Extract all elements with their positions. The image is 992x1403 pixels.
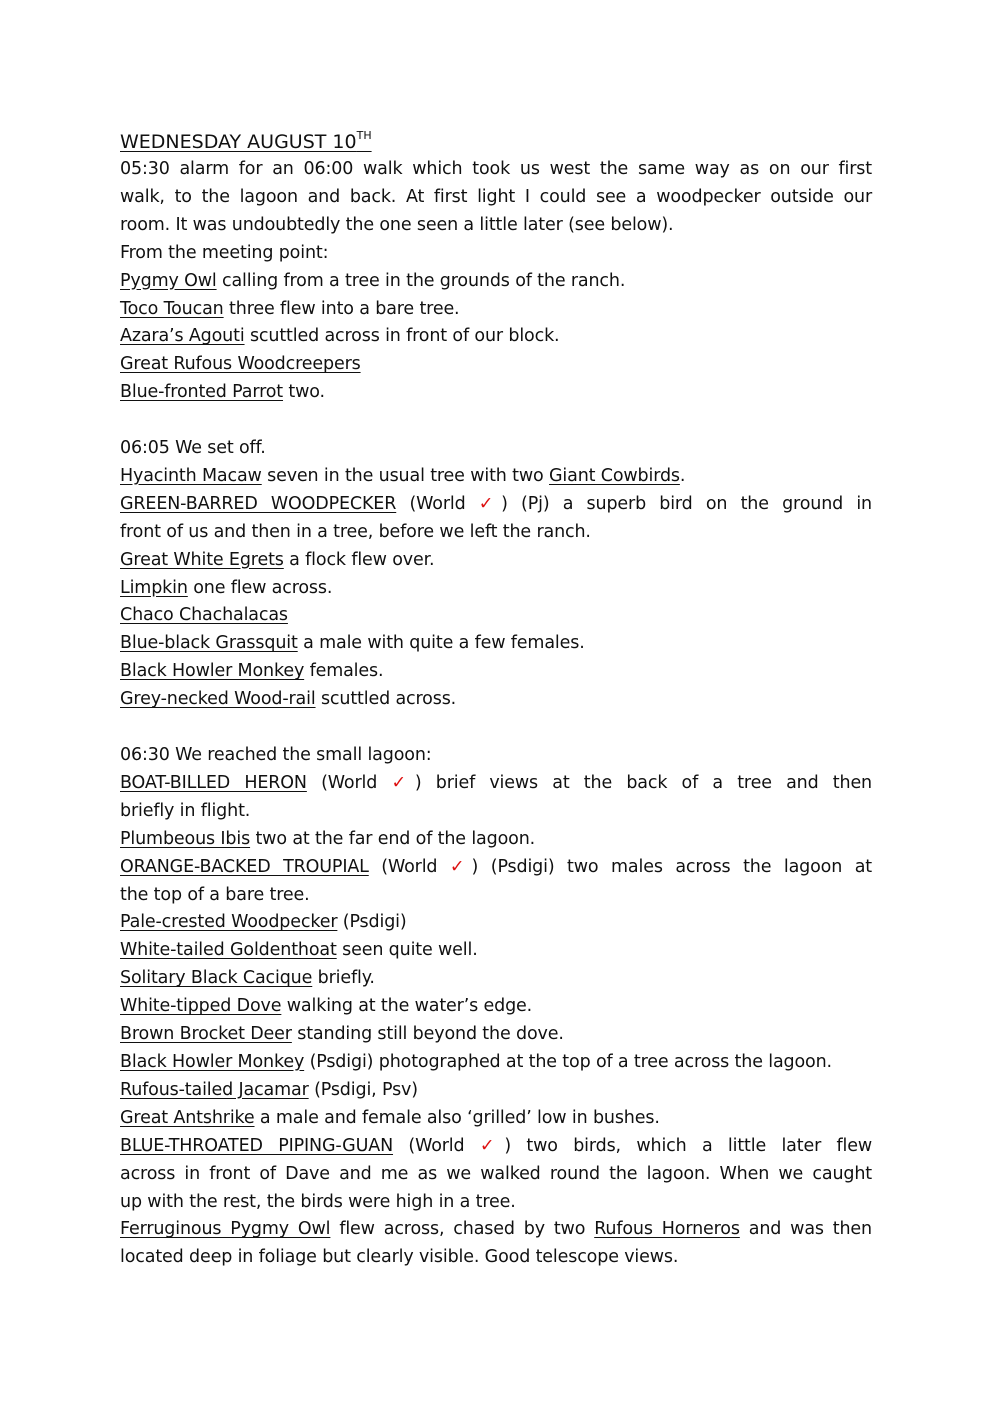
spacer — [120, 407, 872, 435]
sighting-continuation: the top of a bare tree. — [120, 884, 310, 905]
sighting-note: and was then — [739, 1219, 872, 1240]
sighting-note: two. — [283, 382, 325, 403]
sighting-continuation: located deep in foliage but clearly visible. Good telescope views. — [120, 1247, 679, 1268]
species-name: White-tipped Dove — [120, 996, 282, 1017]
sighting-entry — [120, 854, 872, 882]
species-name: GREEN-BARRED WOODPECKER — [120, 493, 397, 514]
sighting-note: one flew across. — [187, 577, 333, 598]
sighting-entry — [120, 909, 872, 937]
species-name: Great Rufous Woodcreepers — [120, 354, 361, 375]
sighting-entry — [120, 323, 872, 351]
species-name: Black Howler Monkey — [120, 1051, 305, 1072]
sighting-entry — [120, 993, 872, 1021]
sighting-entry — [120, 826, 872, 854]
species-name: ORANGE-BACKED TROUPIAL — [120, 856, 369, 877]
sighting-entry — [120, 351, 872, 379]
intro-line: walk, to the lagoon and back. At first light I could see a woodpecker outside our — [120, 186, 872, 207]
species-name: Grey-necked Wood-rail — [120, 689, 316, 710]
sighting-entry — [120, 1049, 872, 1077]
sighting-note: (Psdigi) photographed at the top of a tree across the lagoon. — [304, 1051, 832, 1072]
species-name: Rufous Horneros — [594, 1219, 740, 1240]
document-page — [120, 122, 872, 1272]
sighting-note: walking at the water’s edge. — [281, 996, 533, 1017]
check-mark-icon: ✓ — [391, 772, 415, 793]
sighting-note: (Psdigi) — [337, 912, 407, 933]
sighting-entry — [120, 937, 872, 965]
sighting-entry — [120, 268, 872, 296]
check-mark-icon: ✓ — [478, 493, 502, 514]
sighting-note: a flock flew over. — [283, 549, 435, 570]
species-name: Great White Egrets — [120, 549, 284, 570]
sighting-note: females. — [304, 661, 384, 682]
species-name: Hyacinth Macaw — [120, 465, 262, 486]
sighting-note: standing still beyond the dove. — [291, 1024, 564, 1045]
sighting-entry — [120, 463, 872, 491]
sighting-entry — [120, 602, 872, 630]
sighting-entry — [120, 1021, 872, 1049]
sighting-entry — [120, 1216, 872, 1244]
sighting-entry — [120, 770, 872, 798]
sighting-note: three flew into a bare tree. — [223, 298, 460, 319]
sighting-continuation: across in front of Dave and me as we walked round the lagoon. When we caught — [120, 1163, 872, 1184]
sighting-note: (Psdigi, Psv) — [308, 1079, 418, 1100]
sighting-note: seven in the usual tree with two — [261, 465, 549, 486]
sighting-entry — [120, 630, 872, 658]
sighting-note: scuttled across in front of our block. — [244, 326, 560, 347]
sighting-entry — [120, 491, 872, 519]
section-heading: 06:05 We set off. — [120, 438, 266, 459]
species-name: Limpkin — [120, 577, 188, 598]
sighting-continuation: up with the rest, the birds were high in a tree. — [120, 1191, 516, 1212]
sighting-note: flew across, chased by two — [330, 1219, 595, 1240]
sighting-note: (World — [368, 856, 450, 877]
check-mark-icon: ✓ — [449, 856, 472, 877]
intro-line: 05:30 alarm for an 06:00 walk which took us west the same way as on our first — [120, 159, 872, 179]
sighting-note: ) (Psdigi) two males across the lagoon at — [471, 856, 872, 877]
sighting-entry — [120, 1133, 872, 1161]
species-name: White-tailed Goldenthoat — [120, 940, 337, 961]
sighting-note: ) two birds, which a little later flew — [504, 1135, 872, 1156]
species-name: Brown Brocket Deer — [120, 1024, 292, 1045]
species-name: Pygmy Owl — [120, 270, 217, 291]
sighting-note: ) (Pj) a superb bird on the ground in — [501, 493, 872, 514]
title-superscript: TH — [356, 129, 372, 142]
species-name: Great Antshrike — [120, 1107, 255, 1128]
sighting-note: (World — [393, 1135, 480, 1156]
species-name: Black Howler Monkey — [120, 661, 305, 682]
sighting-continuation: briefly in flight. — [120, 800, 251, 821]
species-name: Pale-crested Woodpecker — [120, 912, 338, 933]
sighting-note: briefly. — [312, 968, 375, 989]
title-text: WEDNESDAY AUGUST 10 — [120, 131, 357, 153]
sighting-note: scuttled across. — [315, 689, 457, 710]
species-name: Azara’s Agouti — [120, 326, 245, 347]
species-name: Giant Cowbirds — [549, 465, 680, 486]
sighting-note: seen quite well. — [336, 940, 478, 961]
species-name: Plumbeous Ibis — [120, 828, 251, 849]
sighting-entry — [120, 379, 872, 407]
sighting-entry — [120, 1105, 872, 1133]
species-name: BLUE-THROATED PIPING-GUAN — [120, 1135, 394, 1156]
sighting-note: two at the far end of the lagoon. — [250, 828, 536, 849]
section-heading: 06:30 We reached the small lagoon: — [120, 745, 432, 765]
sighting-entry — [120, 547, 872, 575]
species-name: BOAT-BILLED HERON — [120, 772, 307, 793]
sighting-entry — [120, 296, 872, 324]
sighting-note: ) brief views at the back of a tree and then — [414, 772, 873, 793]
species-name: Chaco Chachalacas — [120, 605, 288, 626]
check-mark-icon: ✓ — [479, 1135, 505, 1156]
sighting-note: . — [679, 465, 686, 486]
sighting-entry — [120, 575, 872, 603]
sighting-note: (World — [306, 772, 392, 793]
sighting-entry — [120, 686, 872, 714]
page-title — [120, 122, 872, 156]
sighting-note: a male with quite a few females. — [297, 633, 585, 654]
sighting-note: a male and female also ‘grilled’ low in bushes. — [254, 1107, 660, 1128]
intro-line: room. It was undoubtedly the one seen a little later (see below). — [120, 214, 674, 235]
species-name: Rufous-tailed Jacamar — [120, 1079, 309, 1100]
species-name: Solitary Black Cacique — [120, 968, 313, 989]
sighting-note: (World — [396, 493, 479, 514]
species-name: Blue-fronted Parrot — [120, 382, 284, 403]
sighting-entry — [120, 1077, 872, 1105]
sighting-continuation: front of us and then in a tree, before we left the ranch. — [120, 521, 591, 542]
species-name: Toco Toucan — [120, 298, 224, 319]
sighting-entry — [120, 965, 872, 993]
species-name: Ferruginous Pygmy Owl — [120, 1219, 331, 1240]
section-heading: From the meeting point: — [120, 242, 329, 263]
spacer — [120, 714, 872, 742]
species-name: Blue-black Grassquit — [120, 633, 298, 654]
sighting-entry — [120, 658, 872, 686]
sighting-note: calling from a tree in the grounds of the ranch. — [216, 270, 626, 291]
